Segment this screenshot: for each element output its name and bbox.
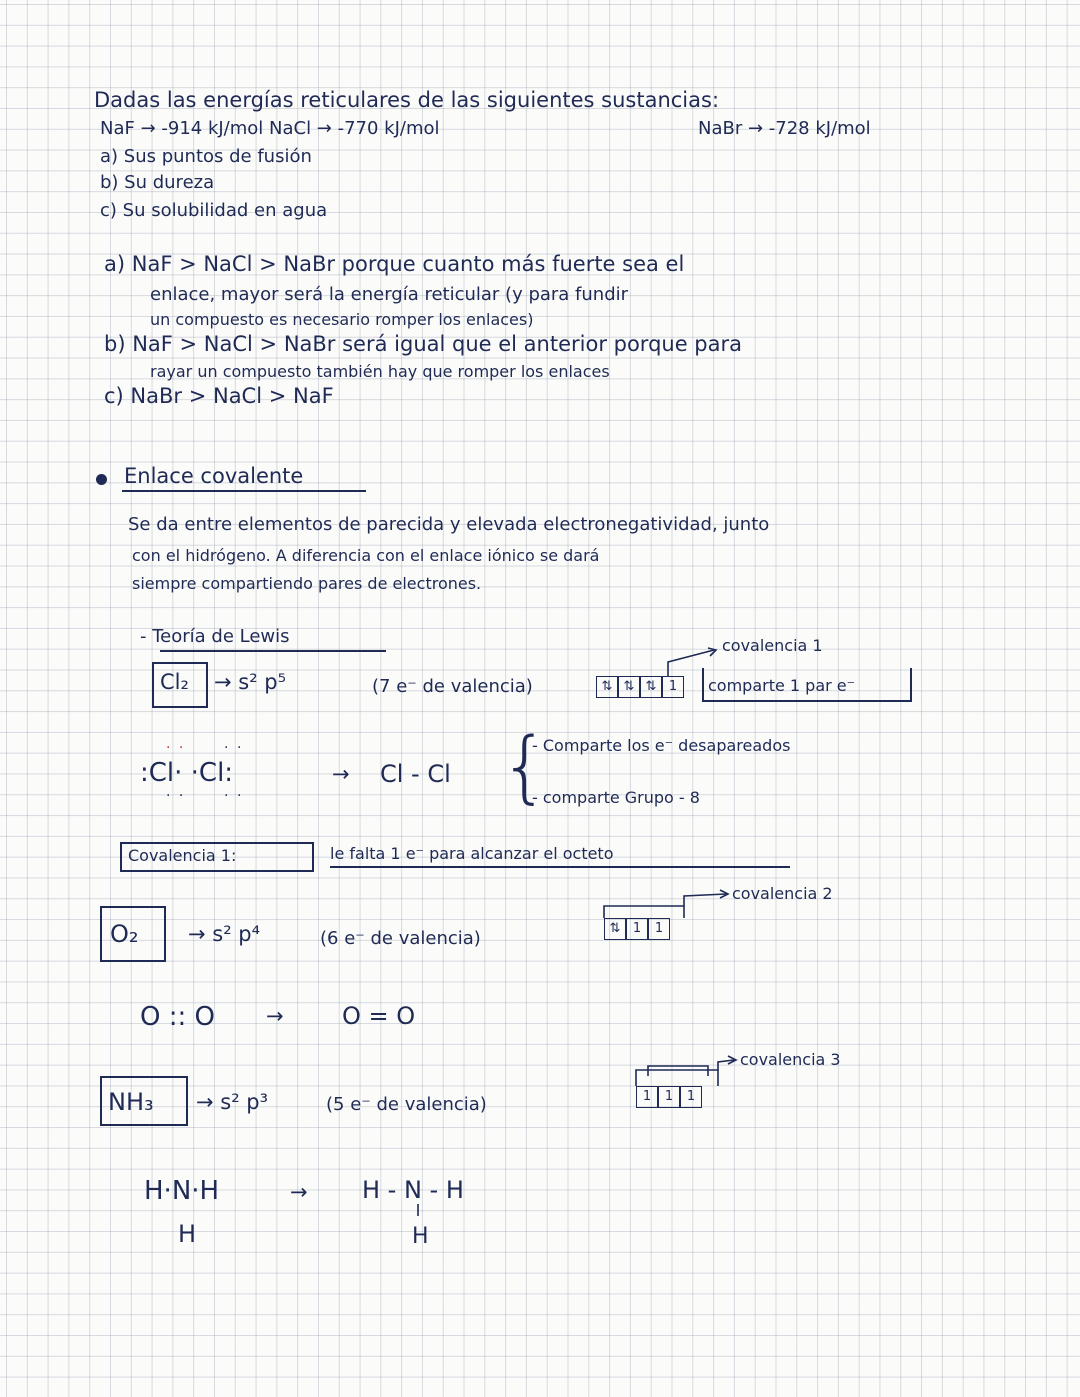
cl2-orbital: ⇅ [640,676,662,698]
nh3-bond: H - N - H [362,1176,464,1204]
energy-values: NaF → -914 kJ/mol NaCl → -770 kJ/mol [100,118,440,139]
nh3-lewis-h: H [178,1220,197,1248]
nh3-orbital: 1 [636,1086,658,1108]
lewis-bottom-dots: · · · · [166,788,244,804]
nabr-value: NaBr → -728 kJ/mol [698,118,871,139]
cl2-valence: (7 e⁻ de valencia) [372,676,533,697]
nh3-orbital: 1 [658,1086,680,1108]
covalency-note-label: Covalencia 1: [128,846,237,865]
answer-b-line1: b) NaF > NaCl > NaBr será igual que el anterior porque para [104,332,743,356]
answer-a-line2: enlace, mayor será la energía reticular (y para fundir [150,284,629,305]
cl2-covalency-label: covalencia 1 [722,636,823,655]
o2-arrow: → [266,1004,284,1028]
nh3-orbital: 1 [680,1086,702,1108]
cl2-orbital: ⇅ [618,676,640,698]
o2-orbital: 1 [648,918,670,940]
o2-orbital: ⇅ [604,918,626,940]
nh3-valence: (5 e⁻ de valencia) [326,1094,487,1115]
nh3-covalency-label: covalencia 3 [740,1050,841,1069]
cl2-orbital: ⇅ [596,676,618,698]
nh3-config: → s² p³ [196,1090,269,1114]
cl2-orbital: 1 [662,676,684,698]
o2-valence: (6 e⁻ de valencia) [320,928,481,949]
lewis-theory-title: - Teoría de Lewis [140,626,290,647]
cl2-config: → s² p⁵ [214,670,287,694]
item-a: a) Sus puntos de fusión [100,146,312,167]
o2-formula: O₂ [110,920,139,948]
nh3-formula: NH₃ [108,1088,154,1116]
cl2-brace: { [500,722,550,812]
nh3-lewis: H·N·H [144,1176,220,1206]
cl2-arrow: → [332,762,350,786]
cl2-lewis-dots: :Cl· ·Cl: [140,758,234,788]
nh3-bond-h: H [412,1224,429,1249]
o2-orbital: 1 [626,918,648,940]
nh3-arrow: → [290,1180,308,1204]
problem-intro: Dadas las energías reticulares de las siguientes sustancias: [94,88,720,112]
o2-covalency-label: covalencia 2 [732,884,833,903]
item-c: c) Su solubilidad en agua [100,200,328,221]
covalency-note-text: le falta 1 e⁻ para alcanzar el octeto [330,844,614,863]
answer-b-line2: rayar un compuesto también hay que romper los enlaces [150,362,610,381]
section-heading: Enlace covalente [124,464,304,488]
cl2-formula: Cl₂ [160,670,189,694]
o2-config: → s² p⁴ [188,922,261,946]
answer-c-line1: c) NaBr > NaCl > NaF [104,384,334,408]
o2-bond: O = O [342,1002,416,1030]
covalent-para-line1: Se da entre elementos de parecida y elevada electronegatividad, junto [128,514,770,535]
item-b: b) Su dureza [100,172,215,193]
covalent-para-line2: con el hidrógeno. A diferencia con el enlace iónico se dará [132,546,600,565]
o2-lewis-dots: O :: O [140,1002,215,1032]
answer-a-line1: a) NaF > NaCl > NaBr porque cuanto más fuerte sea el [104,252,685,276]
lewis-top-dots: · · · · [166,740,244,756]
covalent-para-line3: siempre compartiendo pares de electrones. [132,574,482,593]
answer-a-line3: un compuesto es necesario romper los enlaces) [150,310,534,329]
cl2-note1: - Comparte los e⁻ desapareados [532,736,791,755]
cl2-bond: Cl - Cl [380,760,451,788]
cl2-note2: - comparte Grupo - 8 [532,788,700,807]
cl2-shares-label: comparte 1 par e⁻ [708,676,856,695]
